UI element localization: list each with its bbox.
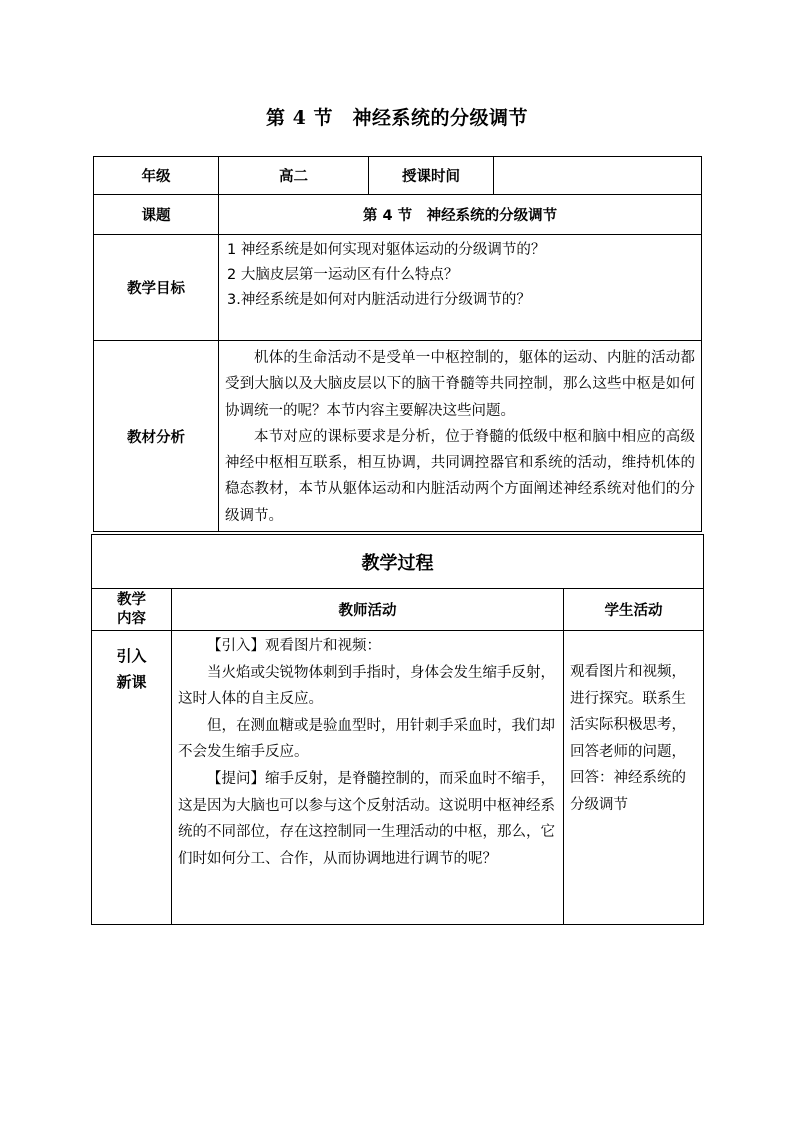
teaching-process-table: [91, 534, 704, 925]
col-teacher-header: 教师活动: [172, 589, 564, 631]
goals-list: [219, 235, 702, 341]
goal-item: 3.神经系统是如何对内脏活动进行分级调节的？: [227, 292, 531, 308]
page-title: 第 4 节 神经系统的分级调节: [266, 107, 528, 129]
analysis-paragraph: 机体的生命活动不是受单一中枢控制的，躯体的运动、内脏的活动都受到大脑以及大脑皮层以下的脑干脊髓等共同控制，那么这些中枢是如何协调统一的呢？本节内容主要解决这些问题。: [225, 350, 695, 419]
grade-label: 年级: [94, 157, 219, 195]
teacher-paragraph: [178, 766, 557, 872]
row-content-line: 引入: [116, 647, 147, 665]
teacher-paragraph: 但，在测血糖或是验血型时，用针刺手采血时，我们却不会发生缩手反应。: [178, 717, 555, 761]
time-value: [494, 157, 702, 195]
question-tag: 【提问】: [207, 770, 265, 787]
teacher-activity-cell: [172, 631, 564, 925]
teacher-paragraph: 当火焰或尖锐物体刺到手指时，身体会发生缩手反射，这时人体的自主反应。: [178, 664, 555, 708]
teacher-text: 缩手反射，是脊髓控制的，而采血时不缩手，这是因为大脑也可以参与这个反射活动。这说明中枢神经系统的不同部位，存在这控制同一生理活动的中枢，那么，它们时如何分工、合作，从而协调地进行调节的呢？: [178, 770, 555, 867]
goals-label: 教学目标: [94, 235, 219, 341]
grade-value: 高二: [219, 157, 369, 195]
analysis-paragraph: 本节对应的课标要求是分析，位于脊髓的低级中枢和脑中相应的高级神经中枢相互联系，相互协调，共同调控器官和系统的活动，维持机体的稳态教材，本节从躯体运动和内脏活动两个方面阐述神经系统对他们的分级调节。: [225, 428, 695, 524]
teacher-paragraph: [178, 633, 557, 660]
lesson-info-table: [93, 156, 702, 532]
topic-label: 课题: [94, 195, 219, 235]
intro-tag: 【引入】: [207, 638, 265, 654]
process-heading: 教学过程: [92, 535, 704, 589]
topic-value: 第 4 节 神经系统的分级调节: [219, 195, 702, 235]
row-content-line: 新课: [116, 673, 147, 691]
student-paragraph: 观看图片和视频，进行探究。联系生活实际积极思考，回答老师的问题，: [570, 664, 686, 760]
teacher-text: 观看图片和视频：: [265, 638, 381, 654]
col-content-header: [92, 589, 172, 631]
row-content-cell: [92, 631, 172, 925]
goal-item: 1 神经系统是如何实现对躯体运动的分级调节的？: [227, 242, 546, 258]
time-label: 授课时间: [369, 157, 494, 195]
col-content-line: 教学: [117, 591, 146, 608]
col-content-line: 内容: [117, 610, 146, 627]
student-paragraph: 回答：神经系统的分级调节: [570, 770, 686, 813]
analysis-text: [219, 341, 702, 532]
col-student-header: 学生活动: [564, 589, 704, 631]
goal-item: 2 大脑皮层第一运动区有什么特点？: [227, 267, 459, 283]
student-activity-cell: [564, 631, 704, 925]
analysis-label: 教材分析: [94, 341, 219, 532]
